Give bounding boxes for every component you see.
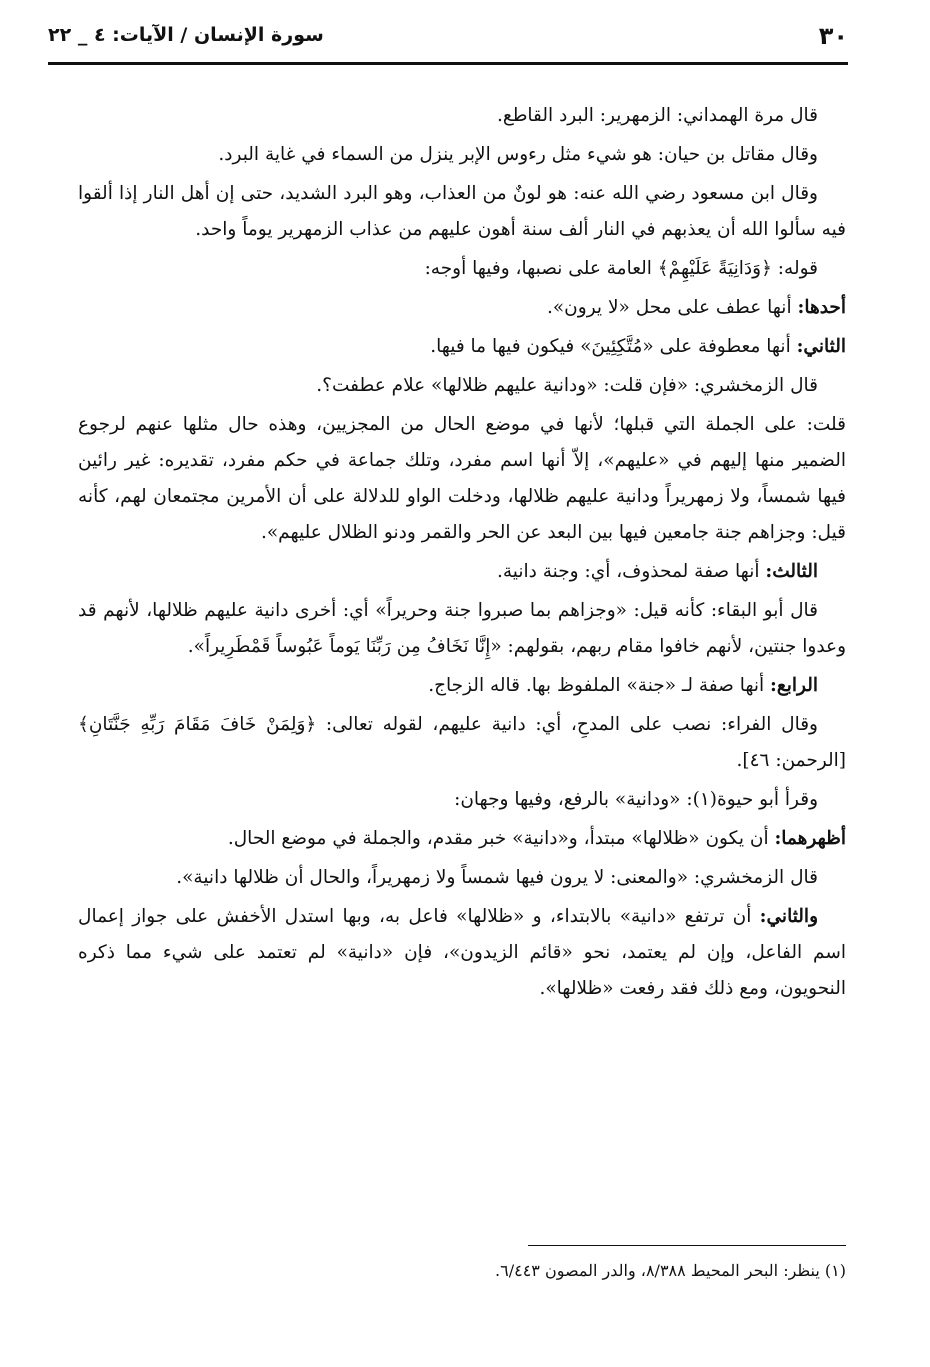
- paragraph: [78, 668, 846, 704]
- footnote-rule: [528, 1245, 846, 1246]
- paragraph: [78, 407, 846, 551]
- paragraph-label: الرابع:: [770, 675, 818, 696]
- paragraph-text: أنها صفة لمحذوف، أي: وجنة دانية.: [496, 561, 766, 582]
- paragraph-text: قال مرة الهمداني: الزمهرير: البرد القاطع.: [496, 105, 818, 126]
- paragraph-label: والثاني:: [759, 906, 818, 927]
- paragraph: [78, 98, 846, 134]
- page-header: [48, 22, 848, 62]
- paragraph-text: قال الزمخشري: «فإن قلت: «ودانية عليهم ظلالها» علام عطفت؟.: [316, 375, 818, 396]
- paragraph-text: قلت: على الجملة التي قبلها؛ لأنها في موضع الحال من المجزيين، وهذه حال مثلها عنهم لرجوع الضمير منها إليهم في «عليهم»، إلاّ أنها اسم مفرد، وتلك جماعة في حكم مفرد، تقديره: غير رائين فيها شمساً، ولا زمهريراً ودانية عليهم ظلالها، ودخلت الواو للدلالة على أن الأمرين مجتمعان لهم، كأنه قيل: وجزاهم جنة جامعين فيها بين البعد عن الحر والقمر ودنو الظلال عليهم».: [78, 414, 846, 543]
- paragraph: [78, 251, 846, 287]
- paragraph: [78, 707, 846, 779]
- paragraph: [78, 290, 846, 326]
- paragraph-text: أنها عطف على محل «لا يرون».: [546, 297, 798, 318]
- paragraph: [78, 137, 846, 173]
- paragraph-label: أحدها:: [797, 297, 846, 318]
- paragraph-label: أظهرهما:: [774, 828, 846, 849]
- paragraph: [78, 176, 846, 248]
- paragraph-text: أن يكون «ظلالها» مبتدأ، و«دانية» خبر مقدم، والجملة في موضع الحال.: [227, 828, 775, 849]
- paragraph-label: الثالث:: [765, 561, 818, 582]
- paragraph-text: وقال ابن مسعود رضي الله عنه: هو لونٌ من العذاب، وهو البرد الشديد، حتى إن أهل النار إذا ألقوا فيه سألوا الله أن يعذبهم في النار ألف سنة أهون عليهم من عذاب الزمهرير يوماً واحد.: [78, 183, 846, 240]
- page-body: [78, 98, 846, 1010]
- footnote: (١) ينظر: البحر المحيط ٨/٣٨٨، والدر المصون ٦/٤٤٣.: [495, 1261, 846, 1280]
- paragraph: [78, 593, 846, 665]
- paragraph-text: قال الزمخشري: «والمعنى: لا يرون فيها شمساً ولا زمهريراً، والحال أن ظلالها دانية».: [176, 867, 818, 888]
- paragraph-text: أن ترتفع «دانية» بالابتداء، و «ظلالها» فاعل به، وبها استدل الأخفش على جواز إعمال اسم الفاعل، وإن لم يعتمد، نحو «قائم الزيدون»، فإن «دانية» لم تعتمد على شيء مما ذكره النحويون، ومع ذلك فقد رفعت «ظلالها».: [78, 906, 846, 999]
- paragraph-text: قال أبو البقاء: كأنه قيل: «وجزاهم بما صبروا جنة وحريراً» أي: أخرى دانية عليهم ظلالها، لأنهم قد وعدوا جنتين، لأنهم خافوا مقام ربهم، بقولهم: «إِنَّا نَخَافُ مِن رَبِّنَا يَوماً عَبُوساً قَمْطَرِيراً».: [78, 600, 846, 657]
- paragraph-text: أنها معطوفة على «مُتَّكِئِينَ» فيكون فيها ما فيها.: [430, 336, 797, 357]
- paragraph: [78, 899, 846, 1007]
- paragraph: [78, 860, 846, 896]
- running-title: سورة الإنسان / الآيات: ٤ _ ٢٢: [48, 24, 324, 46]
- paragraph: [78, 554, 846, 590]
- page-number: ٣٠: [818, 22, 848, 50]
- paragraph-text: وقرأ أبو حيوة(١): «ودانية» بالرفع، وفيها وجهان:: [454, 789, 818, 810]
- paragraph-text: وقال الفراء: نصب على المدحِ، أي: دانية عليهم، لقوله تعالى: ﴿وَلِمَنْ خَافَ مَقَامَ رَبِّهِ جَنَّتَانِ﴾ [الرحمن: ٤٦].: [78, 714, 846, 771]
- header-rule: [48, 62, 848, 65]
- paragraph-text: وقال مقاتل بن حيان: هو شيء مثل رءوس الإبر ينزل من السماء في غاية البرد.: [218, 144, 818, 165]
- paragraph: [78, 329, 846, 365]
- paragraph-text: أنها صفة لـ «جنة» الملفوظ بها. قاله الزجاج.: [428, 675, 771, 696]
- paragraph-text: قوله: ﴿وَدَانِيَةً عَلَيْهِمْ﴾ العامة على نصبها، وفيها أوجه:: [424, 258, 818, 279]
- paragraph: [78, 782, 846, 818]
- paragraph: [78, 821, 846, 857]
- paragraph: [78, 368, 846, 404]
- paragraph-label: الثاني:: [796, 336, 846, 357]
